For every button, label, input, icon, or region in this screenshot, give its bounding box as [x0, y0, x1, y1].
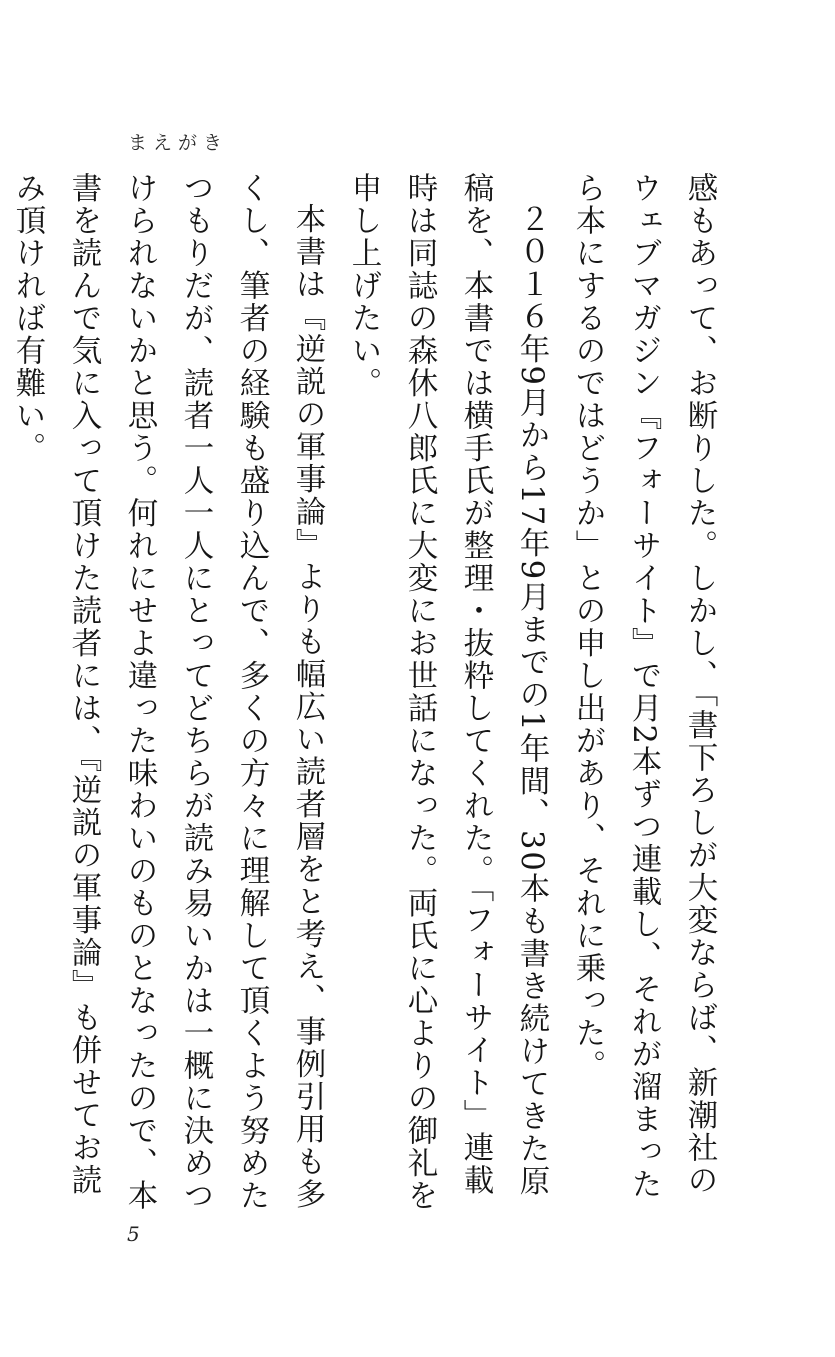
paragraph-continued: 感もあって、お断りした。しかし、「書下ろしが大変ならば、新潮社のウェブマガジン『フォーサイト』で月2本ずつ連載し、それが溜まったら本にするのではどうか」との申し出があり、それに乗った。 [570, 172, 717, 1201]
paragraph: ２０１６年9月から17年9月までの1年間、30本も書き続けてきた原稿を、本書では横手氏が整理・抜粋してくれた。「フォーサイト」連載時は同誌の森休八郎氏に大変にお世話になった。両氏に心よりの御礼を申し上げたい。 [346, 172, 549, 1212]
running-head: まえがき [128, 132, 229, 154]
page-number: 5 [127, 1222, 140, 1246]
paragraph: 本書は『逆説の軍事論』よりも幅広い読者層をと考え、事例引用も多くし、筆者の経験も盛り込んで、多くの方々に理解して頂くよう努めたつもりだが、読者一人一人にとってどちらが読み易いかは一概に決めつけられないかと思う。何れにせよ違った味わいのものとなったので、本書を読んで気に入って頂けた読者には、『逆説の軍事論』も併せてお読み頂ければ有難い。 [10, 172, 325, 1212]
body-text [0, 172, 727, 1212]
